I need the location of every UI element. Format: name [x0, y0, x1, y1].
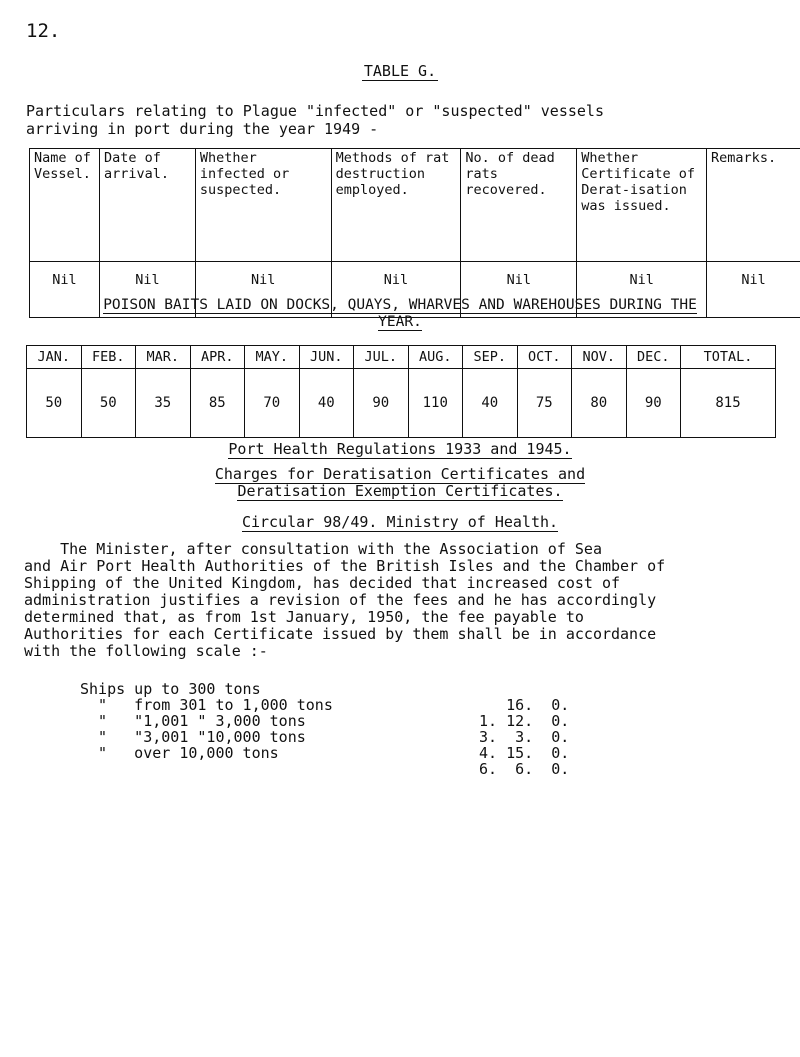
table-title-text: TABLE G.	[363, 62, 437, 80]
scale-description: Ships up to 300 tons	[80, 680, 261, 698]
total-header: TOTAL.	[681, 346, 776, 369]
table-cell: Nil	[195, 262, 331, 318]
body-paragraph: The Minister, after consultation with the Association of Sea and Air Port Health Authorities of the British Isles and the Chamber of Shipping of the United Kingdom, has decided that increased cost of administration justifies a revision of the fees and he has accordingly determined that, as from 1st January, 1950, the fee payable to Authorities for each Certificate issued by them shall be in accordance with the following scale :-	[24, 540, 666, 660]
scale-description: " over 10,000 tons	[80, 744, 279, 762]
header-remarks: Remarks.	[707, 149, 800, 262]
bait-count-cell: 75	[517, 369, 572, 438]
months-header-row	[27, 346, 776, 369]
charges-heading-line-2: Deratisation Exemption Certificates.	[237, 482, 563, 500]
bait-count-cell: 110	[408, 369, 463, 438]
bait-count-cell: 40	[299, 369, 354, 438]
bait-count-cell: 90	[626, 369, 681, 438]
scale-amount: 3. 3. 0.	[470, 728, 570, 746]
regulations-heading	[0, 440, 800, 458]
month-header: DEC.	[626, 346, 681, 369]
table-cell: Nil	[577, 262, 707, 318]
header-date-of-arrival: Date of arrival.	[99, 149, 195, 262]
month-header: MAR.	[136, 346, 191, 369]
month-header: JUN.	[299, 346, 354, 369]
poison-baits-heading	[0, 297, 800, 331]
circular-heading	[0, 513, 800, 531]
fee-scale	[80, 665, 570, 778]
month-header: SEP.	[463, 346, 518, 369]
charges-heading-line-1: Charges for Deratisation Certificates and	[214, 465, 586, 483]
table-row	[27, 369, 776, 438]
header-name-of-vessel: Name of Vessel.	[30, 149, 100, 262]
plague-vessels-table	[29, 148, 800, 318]
table-title	[0, 62, 800, 80]
table-cell: Nil	[331, 262, 461, 318]
bait-count-cell: 70	[245, 369, 300, 438]
intro-line-2: arriving in port during the year 1949 -	[26, 120, 379, 138]
bait-count-cell: 40	[463, 369, 518, 438]
scale-description: " "1,001 " 3,000 tons	[80, 712, 306, 730]
table-cell: Nil	[30, 262, 100, 318]
scale-amount: 6. 6. 0.	[470, 760, 570, 778]
scale-amount: 4. 15. 0.	[470, 744, 570, 762]
poison-baits-heading-line-1: POISON BAITS LAID ON DOCKS, QUAYS, WHARVES AND WAREHOUSES DURING THE	[103, 297, 697, 313]
charges-heading	[0, 466, 800, 500]
month-header: FEB.	[81, 346, 136, 369]
table-header-row	[30, 149, 800, 262]
month-header: NOV.	[572, 346, 627, 369]
table-cell: Nil	[461, 262, 577, 318]
bait-count-cell: 50	[27, 369, 82, 438]
bait-count-cell: 35	[136, 369, 191, 438]
regulations-heading-text: Port Health Regulations 1933 and 1945.	[228, 440, 572, 458]
bait-count-cell: 85	[190, 369, 245, 438]
bait-count-cell: 90	[354, 369, 409, 438]
page-number: 12.	[26, 20, 61, 42]
month-header: OCT.	[517, 346, 572, 369]
bait-total-cell: 815	[681, 369, 776, 438]
month-header: JUL.	[354, 346, 409, 369]
bait-count-cell: 80	[572, 369, 627, 438]
poison-baits-heading-line-2: YEAR.	[378, 314, 422, 330]
scale-description: " from 301 to 1,000 tons	[80, 696, 333, 714]
intro-text	[26, 102, 604, 138]
intro-line-1: Particulars relating to Plague "infected" or "suspected" vessels	[26, 102, 604, 120]
scale-amount: 1. 12. 0.	[470, 712, 570, 730]
header-deratisation-certificate: Whether Certificate of Derat-isation was issued.	[577, 149, 707, 262]
scale-amount: 16. 0.	[470, 696, 570, 714]
poison-baits-table	[26, 345, 776, 438]
header-rat-destruction-methods: Methods of rat destruction employed.	[331, 149, 461, 262]
month-header: AUG.	[408, 346, 463, 369]
table-cell: Nil	[707, 262, 800, 318]
month-header: MAY.	[245, 346, 300, 369]
table-cell: Nil	[99, 262, 195, 318]
circular-heading-text: Circular 98/49. Ministry of Health.	[241, 513, 559, 531]
bait-count-cell: 50	[81, 369, 136, 438]
header-infected-or-suspected: Whether infected or suspected.	[195, 149, 331, 262]
scale-description: " "3,001 "10,000 tons	[80, 728, 306, 746]
month-header: JAN.	[27, 346, 82, 369]
month-header: APR.	[190, 346, 245, 369]
header-dead-rats-recovered: No. of dead rats recovered.	[461, 149, 577, 262]
